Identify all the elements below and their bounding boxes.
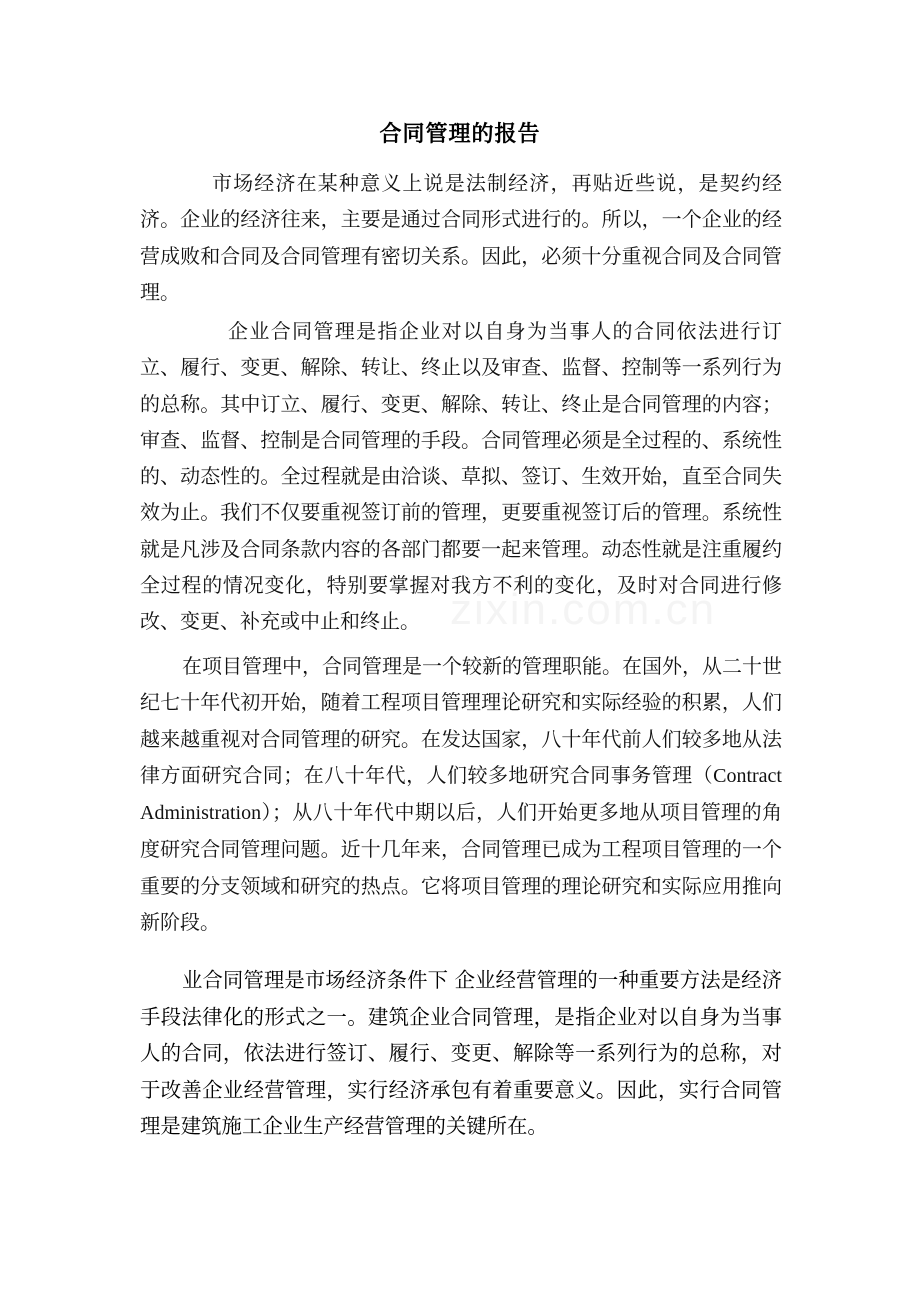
paragraph-market-economy: 市场经济在某种意义上说是法制经济，再贴近些说，是契约经济。企业的经济往来，主要是通过合同形式进行的。所以，一个企业的经营成败和合同及合同管理有密切关系。因此，必须十分重视合同及合同管理。 [140, 171, 782, 304]
contract-administration-term: Contract Administration [140, 764, 782, 825]
paragraph-contract-management-definition: 企业合同管理是指企业对以自身为当事人的合同依法进行订立、履行、变更、解除、转让、终止以及审查、监督、控制等一系列行为的总称。其中订立、履行、变更、解除、转让、终止是合同管理的内容；审查、监督、控制是合同管理的手段。合同管理必须是全过程的、系统性的、动态性的。全过程就是由洽谈、草拟、签订、生效开始，直至合同失效为止。我们不仅要重视签订前的管理，更要重视签订后的管理。系统性就是凡涉及合同条款内容的各部门都要一起来管理。动态性就是注重履约全过程的情况变化，特别要掌握对我方不利的变化，及时对合同进行修改、变更、补充或中止和终止。 [140, 319, 782, 634]
paragraph-project-management [140, 648, 782, 940]
document-title: 合同管理的报告 [379, 122, 541, 147]
paragraph-project-management-text-2: ）；从八十年代中期以后，人们开始更多地从项目管理的角度研究合同管理问题。近十几年来，合同管理已成为工程项目管理的一个重要的分支领域和研究的热点。它将项目管理的理论研究和实际应用推向新阶段。 [140, 800, 782, 935]
watermark: zixin.com.cn [450, 585, 717, 634]
paragraph-project-management-text-1: 在项目管理中，合同管理是一个较新的管理职能。在国外，从二十世纪七十年代初开始，随着工程项目管理理论研究和实际经验的积累，人们越来越重视对合同管理的研究。在发达国家，八十年代前人们较多地从法律方面研究合同；在八十年代，人们较多地研究合同事务管理（ [140, 654, 782, 787]
paragraph-construction-enterprise: 业合同管理是市场经济条件下 企业经营管理的一种重要方法是经济手段法律化的形式之一。建筑企业合同管理，是指企业对以自身为当事人的合同，依法进行签订、履行、变更、解除等一系列行为的总称，对于改善企业经营管理，实行经济承包有着重要意义。因此，实行合同管理是建筑施工企业生产经营管理的关键所在。 [140, 968, 782, 1139]
